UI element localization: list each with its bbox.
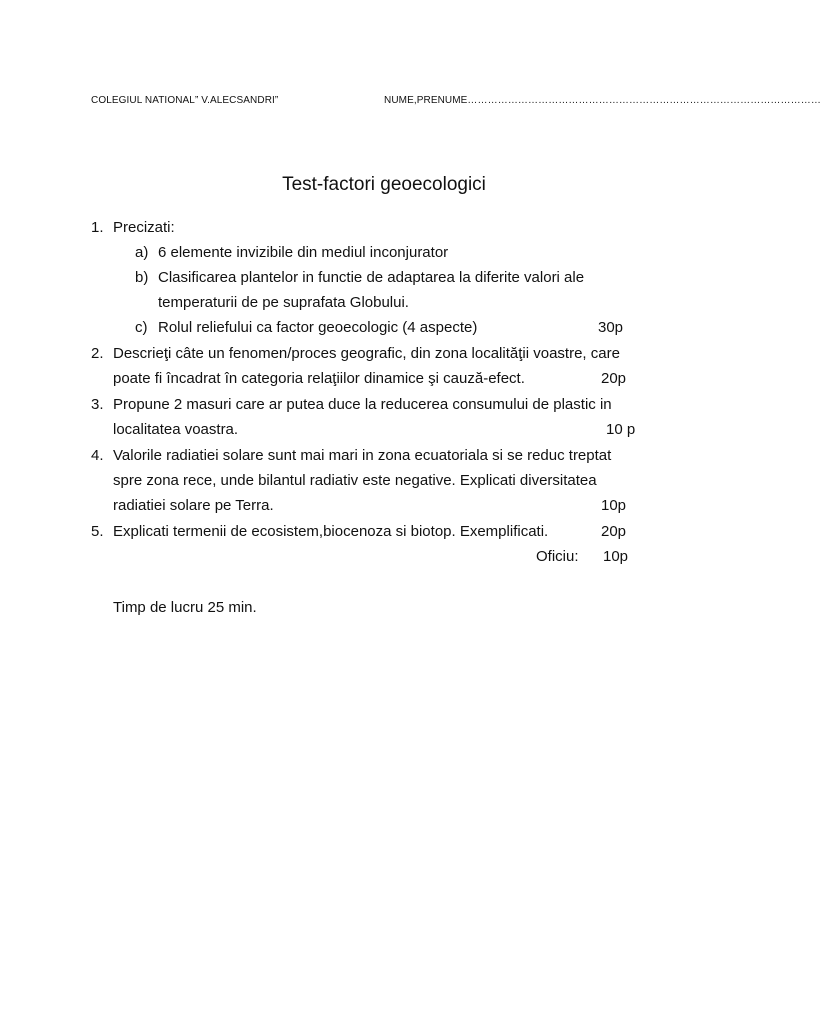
question-1c-label: c) — [135, 319, 148, 336]
question-5-text: Explicati termenii de ecosistem,biocenoza si biotop. Exemplificati. — [113, 523, 549, 540]
question-5-points: 20p — [601, 523, 627, 540]
question-4-text-line-3: radiatiei solare pe Terra. — [113, 497, 274, 514]
question-3-text-line-2: localitatea voastra. — [113, 421, 239, 438]
question-1b-label: b) — [135, 269, 149, 286]
question-1a-text: 6 elemente invizibile din mediul inconjurator — [158, 244, 449, 261]
question-4-number: 4. — [91, 447, 104, 464]
time-note: Timp de lucru 25 min. — [113, 599, 257, 616]
question-1-points: 30p — [598, 319, 624, 336]
question-2-points: 20p — [601, 370, 627, 387]
question-4-text-line-2: spre zona rece, unde bilantul radiativ este negative. Explicati diversitatea — [113, 472, 597, 489]
oficiu-label: Oficiu: — [536, 548, 579, 565]
question-2-text-line-1: Descrieţi câte un fenomen/proces geografic, din zona localităţii voastre, care — [113, 345, 620, 362]
question-3-points: 10 p — [606, 421, 636, 438]
question-1-number: 1. — [91, 219, 104, 236]
name-field: NUME,PRENUME…………………………………………………………………………………………… — [384, 95, 821, 106]
question-1a-label: a) — [135, 244, 149, 261]
question-1b-text-line-2: temperaturii de pe suprafata Globului. — [158, 294, 409, 311]
question-2-text-line-2: poate fi încadrat în categoria relaţiilor dinamice şi cauză-efect. — [113, 370, 525, 387]
question-4-text-line-1: Valorile radiatiei solare sunt mai mari in zona ecuatoriala si se reduc treptat — [113, 447, 612, 464]
question-1c-text: Rolul reliefului ca factor geoecologic (4 aspecte) — [158, 319, 478, 336]
oficiu-points: 10p — [603, 548, 629, 565]
question-1b-text-line-1: Clasificarea plantelor in functie de adaptarea la diferite valori ale — [158, 269, 585, 286]
question-3-text-line-1: Propune 2 masuri care ar putea duce la reducerea consumului de plastic in — [113, 396, 612, 413]
question-4-points: 10p — [601, 497, 627, 514]
question-3-number: 3. — [91, 396, 104, 413]
question-1-text: Precizati: — [113, 219, 175, 236]
page-title: Test-factori geoecologici — [282, 174, 486, 195]
question-5-number: 5. — [91, 523, 104, 540]
school-name: COLEGIUL NATIONAL” V.ALECSANDRI” — [91, 95, 279, 106]
question-2-number: 2. — [91, 345, 104, 362]
